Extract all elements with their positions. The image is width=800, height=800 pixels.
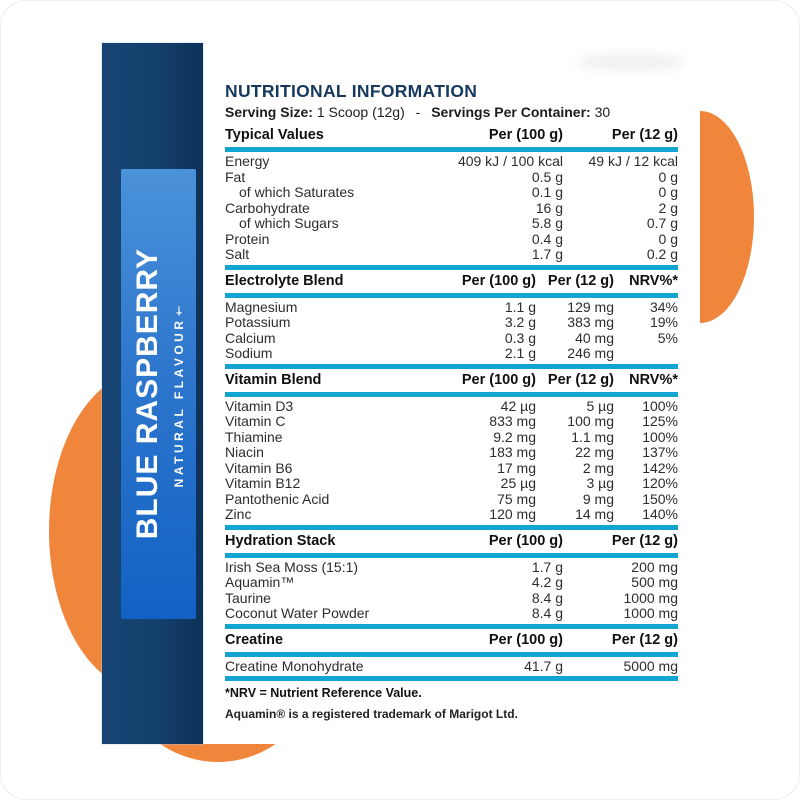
row-value: 5 µg [586, 397, 614, 414]
column-header: NRV%* [629, 272, 678, 289]
section-rows [225, 560, 678, 622]
row-value: 833 mg [489, 413, 536, 429]
table-row [225, 201, 678, 217]
column-header: Per (100 g) [461, 371, 536, 388]
servings-per-container-value: 30 [594, 104, 611, 120]
table-row [225, 185, 678, 201]
row-value: 75 mg [497, 490, 536, 507]
row-label: Salt [225, 246, 250, 262]
row-value: 183 mg [489, 444, 536, 460]
row-label: of which Sugars [239, 215, 339, 231]
row-value: 0.3 g [504, 329, 536, 346]
row-label: Vitamin D3 [225, 397, 294, 414]
row-value: 8.4 g [531, 589, 563, 606]
row-value: 120 mg [489, 506, 536, 522]
table-row [225, 575, 678, 591]
serving-size-label: Serving Size: [225, 104, 313, 120]
flavor-subtitle: NATURAL FLAVOUR† [172, 300, 186, 488]
table-row [225, 331, 678, 347]
row-value: 142% [642, 459, 678, 476]
row-value: 409 kJ / 100 kcal [457, 153, 563, 169]
row-value: 0 g [658, 184, 678, 200]
table-row [225, 445, 678, 461]
row-value: 140% [642, 506, 678, 522]
section-divider [225, 364, 678, 369]
section-header [225, 273, 678, 290]
column-header: Per (100 g) [488, 127, 563, 143]
row-label: Vitamin B12 [225, 475, 301, 491]
row-value: 100% [642, 397, 678, 414]
row-label: Creatine Monohydrate [225, 657, 364, 674]
row-value: 137% [642, 444, 678, 460]
section-rows [225, 154, 678, 263]
sections [225, 127, 678, 681]
column-header: Per (12 g) [611, 631, 678, 648]
row-value: 8.4 g [531, 605, 563, 621]
serving-size-value: 1 Scoop (12g) [316, 104, 405, 120]
table-row [225, 492, 678, 508]
section-name: Creatine [225, 631, 284, 648]
section-rows [225, 399, 678, 523]
table-row [225, 300, 678, 316]
row-label: Energy [225, 153, 270, 169]
row-value: 0.7 g [646, 215, 678, 231]
row-label: Taurine [225, 589, 271, 606]
flavor-banner [102, 43, 203, 744]
section-rows [225, 300, 678, 362]
row-label: Protein [225, 230, 270, 247]
row-label: Vitamin C [225, 413, 286, 429]
table-row [225, 606, 678, 622]
row-value: 383 mg [567, 314, 614, 330]
column-header: NRV%* [629, 371, 678, 388]
table-row [225, 247, 678, 263]
row-value: 100 mg [567, 413, 614, 429]
column-header: Per (100 g) [488, 631, 563, 648]
row-value: 1.7 g [531, 558, 563, 575]
column-header: Per (12 g) [611, 127, 678, 143]
section-name: Hydration Stack [225, 532, 336, 549]
column-header: Per (100 g) [461, 272, 536, 289]
table-row [225, 399, 678, 415]
table-row [225, 170, 678, 186]
section-name: Typical Values [225, 127, 324, 143]
row-value: 16 g [535, 199, 563, 216]
row-value: 5.8 g [531, 215, 563, 231]
row-value: 0.4 g [531, 230, 563, 247]
row-value: 22 mg [575, 444, 614, 460]
serving-info [225, 103, 678, 121]
row-label: Potassium [225, 314, 291, 330]
row-value: 3 µg [586, 475, 614, 491]
row-value: 1.1 g [504, 298, 536, 315]
section-divider [225, 265, 678, 270]
table-row [225, 659, 678, 675]
row-value: 200 mg [631, 558, 678, 575]
row-value: 1000 mg [623, 605, 678, 621]
section-header [225, 632, 678, 649]
row-value: 1.1 mg [571, 428, 614, 445]
table-row [225, 346, 678, 362]
row-value: 246 mg [567, 345, 614, 361]
table-row [225, 414, 678, 430]
section-name: Electrolyte Blend [225, 272, 344, 289]
row-label: Zinc [225, 506, 252, 522]
table-row [225, 154, 678, 170]
row-label: of which Saturates [239, 184, 355, 200]
serving-dash: - [415, 104, 421, 120]
row-label: Thiamine [225, 428, 283, 445]
row-value: 25 µg [500, 475, 536, 491]
footnote-aquamin: Aquamin® is a registered trademark of Marigot Ltd. [225, 707, 518, 721]
table-row [225, 560, 678, 576]
row-value: 1.7 g [531, 246, 563, 262]
flavor-name: BLUE RASPBERRY [131, 248, 164, 540]
section-header [225, 372, 678, 389]
row-value: 4.2 g [531, 574, 563, 590]
row-value: 1000 mg [623, 589, 678, 606]
decor-shadow-smudge [576, 53, 686, 71]
row-value: 42 µg [500, 397, 536, 414]
column-header: Per (12 g) [547, 371, 614, 388]
row-value: 14 mg [575, 506, 614, 522]
section-divider [225, 147, 678, 152]
table-row [225, 232, 678, 248]
row-value: 2 mg [582, 459, 614, 476]
row-value: 0.5 g [531, 168, 563, 185]
servings-per-container-label: Servings Per Container: [431, 104, 591, 120]
section-divider [225, 525, 678, 530]
row-value: 0.2 g [646, 246, 678, 262]
table-row [225, 315, 678, 331]
nutrition-title: NUTRITIONAL INFORMATION [225, 81, 478, 101]
row-value: 49 kJ / 12 kcal [588, 153, 678, 169]
row-label: Coconut Water Powder [225, 605, 370, 621]
row-value: 19% [649, 314, 678, 330]
row-label: Vitamin B6 [225, 459, 293, 476]
row-value: 2.1 g [504, 345, 536, 361]
table-row [225, 507, 678, 523]
row-value: 17 mg [497, 459, 536, 476]
table-row [225, 476, 678, 492]
row-label: Carbohydrate [225, 199, 310, 216]
row-value: 125% [642, 413, 678, 429]
row-value: 120% [642, 475, 678, 491]
section-divider [225, 652, 678, 657]
row-label: Sodium [225, 345, 273, 361]
column-header: Per (12 g) [611, 532, 678, 549]
column-header: Per (12 g) [547, 272, 614, 289]
row-label: Magnesium [225, 298, 298, 315]
row-value: 5% [657, 329, 678, 346]
row-label: Calcium [225, 329, 276, 346]
row-value: 5000 mg [623, 657, 678, 674]
section-header [225, 533, 678, 550]
row-value: 150% [642, 490, 678, 507]
table-row [225, 461, 678, 477]
nutrition-panel [225, 81, 678, 721]
row-value: 0 g [658, 230, 678, 247]
section-divider [225, 676, 678, 681]
row-value: 0 g [658, 168, 678, 185]
row-label: Niacin [225, 444, 264, 460]
section-divider [225, 392, 678, 397]
row-value: 129 mg [567, 298, 614, 315]
section-divider [225, 624, 678, 629]
row-value: 34% [649, 298, 678, 315]
row-value: 9 mg [582, 490, 614, 507]
row-value: 100% [642, 428, 678, 445]
table-row [225, 591, 678, 607]
flavor-panel [121, 169, 196, 619]
row-value: 40 mg [575, 329, 614, 346]
row-value: 2 g [658, 199, 678, 216]
row-label: Irish Sea Moss (15:1) [225, 558, 359, 575]
row-value: 3.2 g [504, 314, 536, 330]
section-rows [225, 659, 678, 675]
row-label: Fat [225, 168, 246, 185]
row-label: Pantothenic Acid [225, 490, 330, 507]
table-row [225, 430, 678, 446]
column-header: Per (100 g) [488, 532, 563, 549]
table-row [225, 216, 678, 232]
row-value: 9.2 mg [493, 428, 536, 445]
row-label: Aquamin™ [225, 574, 295, 590]
footnote-nrv: *NRV = Nutrient Reference Value. [225, 686, 422, 700]
row-value: 41.7 g [524, 657, 563, 674]
section-header [225, 127, 678, 144]
row-value: 0.1 g [531, 184, 563, 200]
section-name: Vitamin Blend [225, 371, 322, 388]
section-divider [225, 293, 678, 298]
row-value: 500 mg [631, 574, 678, 590]
section-divider [225, 553, 678, 558]
